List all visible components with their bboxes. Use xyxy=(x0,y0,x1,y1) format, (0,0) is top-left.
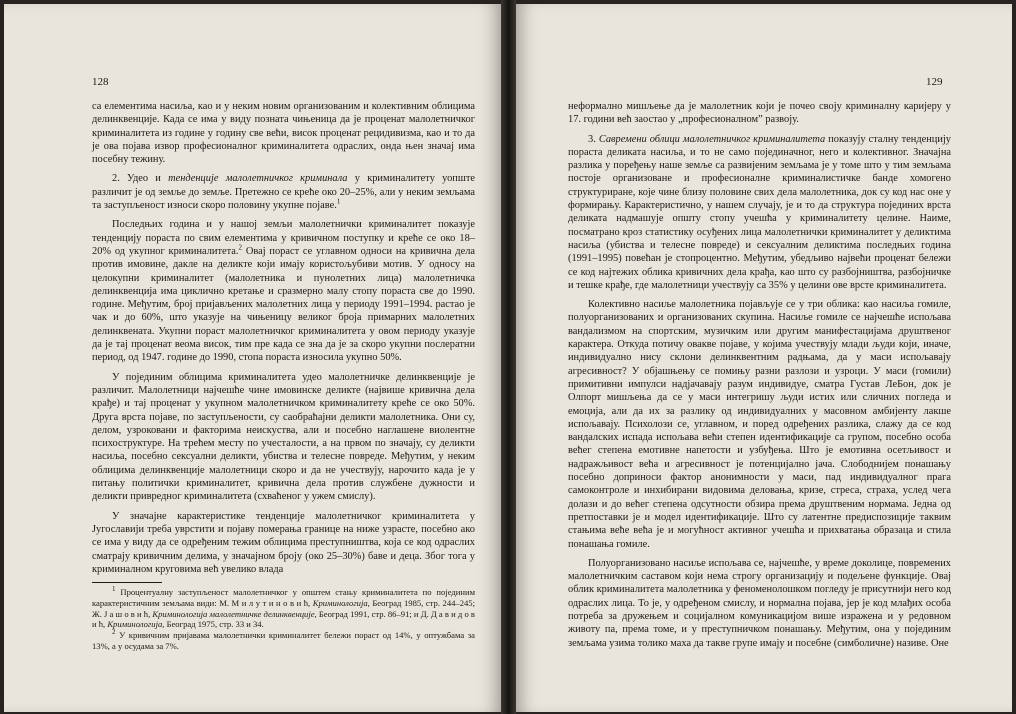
right-page-text xyxy=(568,100,951,650)
right-page xyxy=(516,4,1012,712)
footnote-divider xyxy=(92,582,162,583)
footnote-1: $^1$ Процентуалну заступљеност малолетничког у општем стању криминалитета по појединим карактеристичним земљама види: М. М и л у т и н о в и ћ, Криминологија, Београд 1985, стр. 244–245; Ж. Ј а ш о в и ћ, Криминологија малолетничке делинквенције, Београд 1991, стр. 86–91; и Д. Д а в и д о в и ћ, Криминологија, Београд 1975, стр. 33 и 34. xyxy=(92,585,476,630)
paragraph-domestic: Последњих година и у нашој земљи малолетнички криминалитет показује тенденцију пораста по свим елементима у кривичном поступку и креће се око 18–20% од укупног криминалитета.$^2$ Овај пораст се углавном односи на кривична дела против имовине, дакле на деликте који имају користољубиви мотив. У односу на целокупни криминалитет (малолетника и пунолетних лица) малолетничка делинквенција има циклично кретање и сразмерно малу стопу пораста све до 1990. године. Међутим, број пријављених малолетних лица у периоду 1991–1994. растао је чак и до 60%, што указује на чињеницу великог броја примарних малолетних делинквената. Укупни пораст малолетничког криминалитета у овом периоду указује да је тај проценат веома висок, тим пре када се зна да је за скоро укупни послератни период, од 1947. године до 1990, стопа пораста износила укупно 50%. xyxy=(92,219,476,364)
book-gutter xyxy=(501,0,516,714)
paragraph-continuation: неформално мишљење да је малолетник који је почео своју криминалну каријеру у 17. години већ заостао у „професионалном” развоју. xyxy=(568,101,951,126)
paragraph-semi-organized: Полуорганизовано насиље испољава се, најчешће, у време доколице, повремених малолетничким саставом који нема строгу организацију и подељене функције. Овај облик криминалитета малолетника у феноменолошком погледу је присутнији него код одраслих лица. То је, у одређеном смислу, и нормална појава, јер је код млађих особа потреба за дружењем и социјалном комуникацијом више изражена и у редовном животу па, према томе, и у преступничком понашању. Међутим, она у појединим земљама узима толико маха да такве групе имају и посебне (симболичне) називе. Оне xyxy=(568,557,951,649)
footnote-2: $^2$ У кривичним пријавама малолетнички криминалитет бележи пораст од 14%, у оптужбама за 13%, а у осудама за 7%. xyxy=(92,628,475,652)
footnote-ref-2: 2 xyxy=(238,243,243,252)
left-page-text xyxy=(92,100,475,652)
paragraph-intro: са елементима насиља, као и у неким новим организованим и колективним облицима делинквенције. Када се има у виду позната чињеница да је проценат малолетничког криминалитета из године у годину све већи, висок проценат рецидивизма, као и то да је ова појава извор професионалног криминалитета одраслих, онда њен значај има посебну тежину. xyxy=(92,101,475,166)
page-number-right: 129 xyxy=(926,76,943,88)
paragraph-modern-forms: 3. Савремени облици малолетничког криминалитета показују сталну тенденцију пораста деликата насиља, и то не само појединачног, него и колективног. Значајна разлика у поређењу наше земље са развијеним земљама је у томе што у тим земљама постоје организоване и професионалне криминалистичке банде хомогено структуриране, које чине близу половине свих дела малолетника, док су код нас оне у формирању. Карактеристично, у нашем случају, је и то да структура појединих врста деликата надмашује општу стопу учешћа у криминалитету целине. Наиме, посматрано кроз статистику осуђених лица малолетнички криминалитет у деликтима насиља (убиства и телесне повреде) и сексуалним деликтима последњих година (1991–1995) повећан је стопроцентно. Међутим, убедљиво највећи проценат бележи се код најтежих облика кривичних дела крађа, као што су разбојништва, разбојничке и тешке крађе, где малолетници учествују са 35% у целини ове врсте криминалитета. xyxy=(568,133,952,291)
paragraph-age-shift: У значајне карактеристике тенденције малолетничког криминалитета у Југославији треба уврстити и појаву померања границе на ниже узрасте, посебно ако се има у виду да се одређеним тежим облицима преступништва, која се код одраслих сматрају кривичним делима, у значајном броју (око 25–30%) баве и деца. Због тога у криминалном круговима већ увелико влада xyxy=(92,510,475,575)
page-number-left: 128 xyxy=(92,76,109,88)
paragraph-collective-violence: Колективно насиље малолетника појављује се у три облика: као насиља гомиле, полуорганизованих и организованих скупина. Насиље гомиле се најчешће испољава вандализмом на спортским, музичким или другим манифестацијама друштвеног карактера. Откуда потичу овакве појаве, у којима учествују млади људи који, иначе, индивидуално нису склони делинквентним радњама, да у маси испољавају агресивност? У објашњењу се помињу разни разлози и узроци. У маси (гомили) примитивни импулси надјачавају разум индивидуе, сматра Густав ЛеБон, док је Олпорт мишљења да се у маси интегришу људи истих или сличних погледа и емоција, али да их за разлику од индивидуалних у масовном амбијенту лакше испољавају. Психолози се, углавном, и поред одређених разлика, слажу да се код вандалских испада испољава већи степен идентификације са групом, посебно особа већег степена емотивне напетости и узбуђења. Што је емотивна осетљивост и надражљивост већа и агресивност је потенцијално јача. Слободнијем понашању посебно доприноси фактор анонимности у маси, пад индивидуалног прага самоконтроле и инхибирани видовима деловања, кризе, стреса, страха, услед чега долази и до већег степена одсутности обзира према друштвеним нормама. Једна од претпоставки је и модел идентификације. Што су латентне предиспозиције таквим стањима веће већа је и могућност активног учешћа и прихватања образаца и стила понашања гомиле. xyxy=(568,299,951,550)
paragraph-forms: У појединим облицима криминалитета удео малолетничке делинквенције је различит. Малолетници најчешће чине имовинске деликте (највише кривична дела крађе) и тај проценат у укупном малолетничком криминалитету креће се око 50%. Друга врста појаве, по заступљености, су саобраћајни деликти малолетника. Они су, делом, узроковани и факторима неискуства, али и посебно наглашене виолентне психоструктуре. На трећем месту по учесталости, а на првом по значају, су деликти насиља, посебно сексуални деликти, убиства и телесне повреде. Међутим, у неким облицима делинквенције малолетници скоро и да не учествују, нарочито када је у питању политички криминалитет, кривична дела против службене дужности и деликти привредног криминалитета (схваћеног у ужем смислу). xyxy=(92,371,475,503)
paragraph-trend: 2. Удео и тенденције малолетничког криминала у криминалитету уопште различит је од земље до земље. Претежно се креће око 20–25%, али у неким земљама та заступљеност износи скоро половину укупне појаве.$^1$ xyxy=(92,173,475,212)
left-page xyxy=(4,4,501,712)
footnote-ref-1: 1 xyxy=(336,197,341,206)
